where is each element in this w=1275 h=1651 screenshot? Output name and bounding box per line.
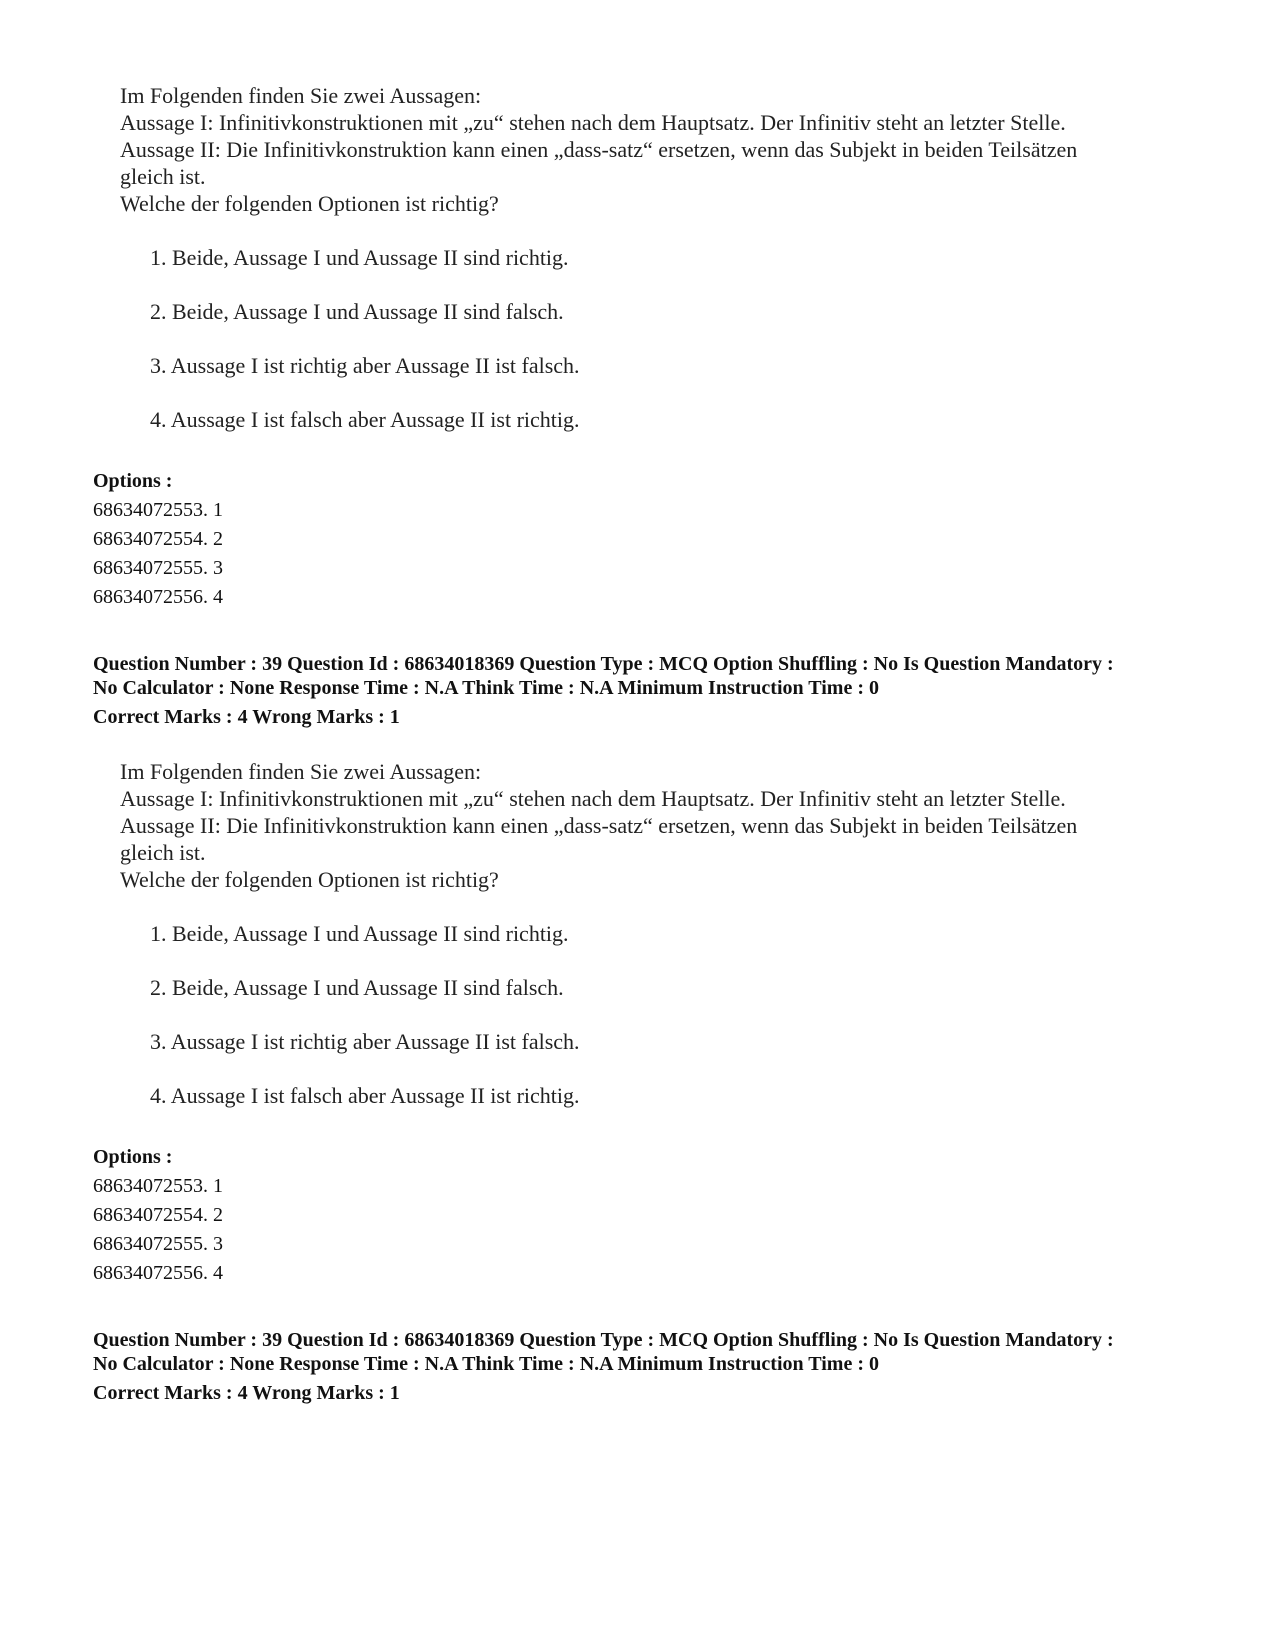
answer-choice: 4. Aussage I ist falsch aber Aussage II ist richtig. <box>150 407 580 432</box>
question-marks: Correct Marks : 4 Wrong Marks : 1 <box>93 1382 400 1404</box>
question-marks: Correct Marks : 4 Wrong Marks : 1 <box>93 706 400 728</box>
option-item: 68634072553. 1 <box>93 499 223 521</box>
option-item: 68634072554. 2 <box>93 1204 223 1226</box>
option-item: 68634072554. 2 <box>93 528 223 550</box>
question-line: Im Folgenden finden Sie zwei Aussagen: <box>120 83 482 108</box>
answer-choice: 1. Beide, Aussage I und Aussage II sind richtig. <box>150 921 569 946</box>
question-meta-line: No Calculator : None Response Time : N.A Think Time : N.A Minimum Instruction Time : 0 <box>93 677 879 699</box>
question-meta-line: Question Number : 39 Question Id : 68634018369 Question Type : MCQ Option Shuffling : No Is Question Mandatory : <box>93 1329 1114 1351</box>
options-label: Options : <box>93 1146 173 1168</box>
question-line: Aussage I: Infinitivkonstruktionen mit „zu“ stehen nach dem Hauptsatz. Der Infinitiv steht an letzter Stelle. <box>120 110 1066 135</box>
question-line: gleich ist. <box>120 840 206 865</box>
question-line: gleich ist. <box>120 164 206 189</box>
option-item: 68634072553. 1 <box>93 1175 223 1197</box>
answer-choice: 2. Beide, Aussage I und Aussage II sind falsch. <box>150 299 564 324</box>
question-line: Aussage II: Die Infinitivkonstruktion kann einen „dass-satz“ ersetzen, wenn das Subjekt in beiden Teilsätzen <box>120 137 1078 162</box>
question-meta-line: No Calculator : None Response Time : N.A Think Time : N.A Minimum Instruction Time : 0 <box>93 1353 879 1375</box>
answer-choice: 4. Aussage I ist falsch aber Aussage II ist richtig. <box>150 1083 580 1108</box>
answer-choice: 2. Beide, Aussage I und Aussage II sind falsch. <box>150 975 564 1000</box>
question-line: Im Folgenden finden Sie zwei Aussagen: <box>120 759 482 784</box>
answer-choice: 1. Beide, Aussage I und Aussage II sind richtig. <box>150 245 569 270</box>
options-label: Options : <box>93 470 173 492</box>
question-line: Aussage I: Infinitivkonstruktionen mit „zu“ stehen nach dem Hauptsatz. Der Infinitiv steht an letzter Stelle. <box>120 786 1066 811</box>
option-item: 68634072556. 4 <box>93 586 223 608</box>
question-line: Aussage II: Die Infinitivkonstruktion kann einen „dass-satz“ ersetzen, wenn das Subjekt in beiden Teilsätzen <box>120 813 1078 838</box>
question-meta-line: Question Number : 39 Question Id : 68634018369 Question Type : MCQ Option Shuffling : No Is Question Mandatory : <box>93 653 1114 675</box>
question-line: Welche der folgenden Optionen ist richtig? <box>120 191 499 216</box>
option-item: 68634072555. 3 <box>93 1233 223 1255</box>
answer-choice: 3. Aussage I ist richtig aber Aussage II ist falsch. <box>150 353 580 378</box>
question-line: Welche der folgenden Optionen ist richtig? <box>120 867 499 892</box>
answer-choice: 3. Aussage I ist richtig aber Aussage II ist falsch. <box>150 1029 580 1054</box>
option-item: 68634072556. 4 <box>93 1262 223 1284</box>
option-item: 68634072555. 3 <box>93 557 223 579</box>
